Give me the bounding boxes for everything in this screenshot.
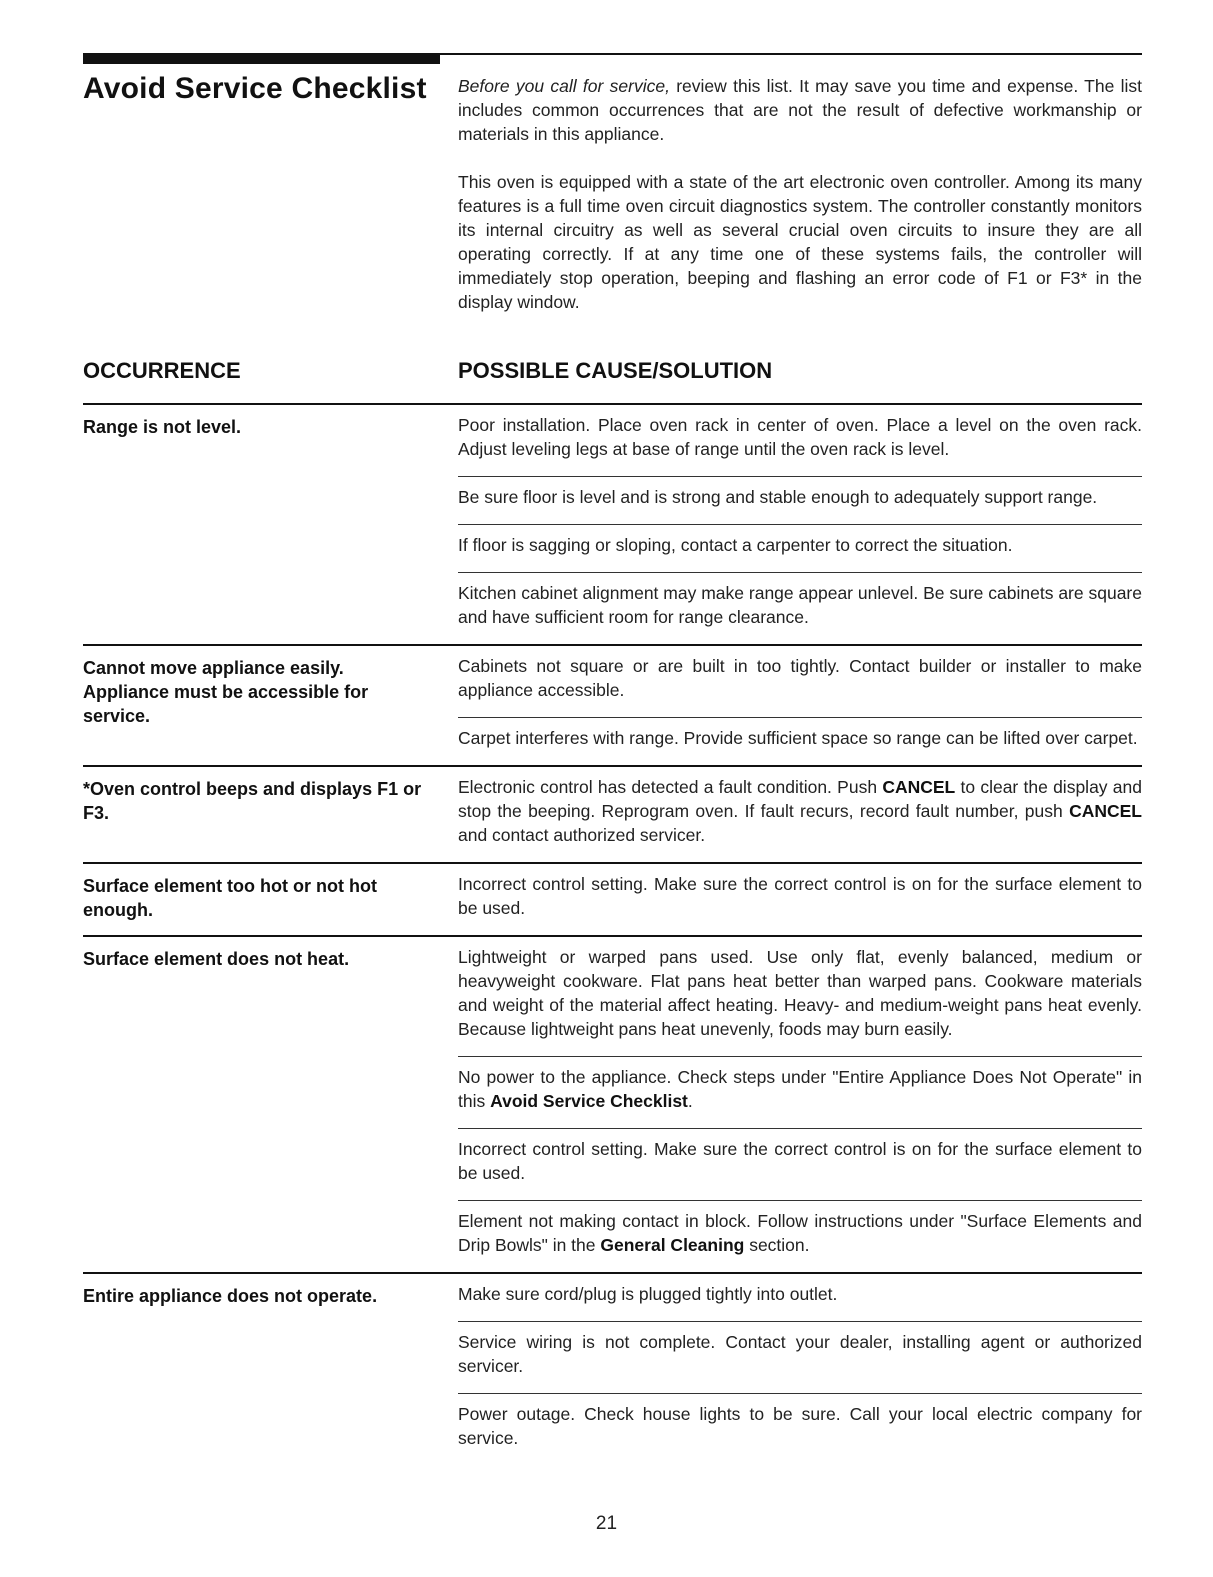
solution-item: Poor installation. Place oven rack in center of oven. Place a level on the oven rack. Adjust leveling legs at base of range until the oven rack is level.	[458, 415, 1142, 459]
solution-list	[458, 937, 1142, 1272]
cancel-key-label: CANCEL	[1069, 801, 1142, 821]
solution-item: Make sure cord/plug is plugged tightly into outlet.	[458, 1284, 838, 1304]
checklist-table	[83, 403, 1142, 1465]
solution-item: Incorrect control setting. Make sure the correct control is on for the surface element to be used.	[458, 874, 1142, 918]
intro-paragraph-1	[458, 74, 1142, 146]
solution-list	[458, 646, 1142, 765]
occurrence-label: Entire appliance does not operate.	[83, 1286, 378, 1306]
solution-text: section.	[744, 1235, 810, 1255]
intro-text	[458, 74, 1142, 338]
checklist-row	[83, 765, 1142, 862]
solution-column-header: POSSIBLE CAUSE/SOLUTION	[458, 358, 773, 383]
solution-item: If floor is sagging or sloping, contact a carpenter to correct the situation.	[458, 524, 1142, 572]
checklist-row	[83, 862, 1142, 935]
solution-item	[458, 1200, 1142, 1272]
checklist-row	[83, 403, 1142, 644]
solution-text: and contact authorized servicer.	[458, 825, 706, 845]
solution-list	[458, 405, 1142, 644]
page-title: Avoid Service Checklist	[83, 72, 427, 105]
solution-text: No power to the appliance. Check steps under "Entire Appliance Does Not Operate" in this	[458, 1067, 1142, 1111]
solution-item: Cabinets not square or are built in too tightly. Contact builder or installer to make appliance accessible.	[458, 656, 1142, 700]
solution-item: Carpet interferes with range. Provide sufficient space so range can be lifted over carpet.	[458, 717, 1142, 765]
solution-item	[458, 1056, 1142, 1128]
solution-text: Electronic control has detected a fault condition. Push	[458, 777, 883, 797]
solution-text: Element not making contact in block. Follow instructions under "Surface Elements and Drip Bowls" in the	[458, 1211, 1142, 1255]
intro-italic-lead: Before you call for service,	[458, 76, 670, 96]
occurrence-label: Range is not level.	[83, 417, 242, 437]
page-number: 21	[595, 1513, 618, 1534]
occurrence-label: Surface element too hot or not hot enough.	[83, 876, 378, 920]
occurrence-column-header: OCCURRENCE	[83, 358, 241, 383]
solution-item: Service wiring is not complete. Contact your dealer, installing agent or authorized servicer.	[458, 1321, 1142, 1393]
intro-paragraph-1-rest: review this list. It may save you time and expense. The list includes common occurrences that are not the result of defective workmanship or materials in this appliance.	[458, 76, 1143, 144]
checklist-row	[83, 644, 1142, 765]
solution-list	[458, 864, 1142, 935]
solution-item: Incorrect control setting. Make sure the correct control is on for the surface element to be used.	[458, 1128, 1142, 1200]
header-thin-rule	[440, 53, 1142, 55]
solution-text: to clear the display and stop the beeping. Reprogram oven. If fault recurs, record fault number, push	[458, 777, 1142, 821]
header-thick-rule	[83, 53, 440, 64]
occurrence-label: Cannot move appliance easily. Appliance must be accessible for service.	[83, 658, 369, 726]
solution-list	[458, 1274, 1142, 1465]
solution-item	[458, 767, 1142, 862]
solution-item: Lightweight or warped pans used. Use only flat, evenly balanced, medium or heavyweight cookware. Flat pans heat better than warped pans. Cookware materials and weight of the material affect heating. Heavy- and medium-weight pans heat evenly. Because lightweight pans heat unevenly, foods may burn easily.	[458, 947, 1142, 1039]
checklist-reference: Avoid Service Checklist	[490, 1091, 688, 1111]
checklist-row	[83, 935, 1142, 1272]
solution-item: Kitchen cabinet alignment may make range appear unlevel. Be sure cabinets are square and have sufficient room for range clearance.	[458, 572, 1142, 644]
solution-text: .	[687, 1091, 693, 1111]
occurrence-label: *Oven control beeps and displays F1 or F3.	[83, 779, 422, 823]
checklist-row	[83, 1272, 1142, 1465]
solution-item: Power outage. Check house lights to be sure. Call your local electric company for service.	[458, 1393, 1142, 1465]
intro-paragraph-2: This oven is equipped with a state of the art electronic oven controller. Among its many features is a full time oven circuit diagnostics system. The controller constantly monitors its internal circuitry as well as several crucial oven circuits to insure they are all operating correctly. If at any time one of these systems fails, the controller will immediately stop operation, beeping and flashing an error code of F1 or F3* in the display window.	[458, 172, 1142, 312]
solution-item: Be sure floor is level and is strong and stable enough to adequately support range.	[458, 476, 1142, 524]
cancel-key-label: CANCEL	[882, 777, 956, 797]
occurrence-label: Surface element does not heat.	[83, 949, 350, 969]
solution-list	[458, 767, 1142, 862]
section-reference: General Cleaning	[600, 1235, 745, 1255]
